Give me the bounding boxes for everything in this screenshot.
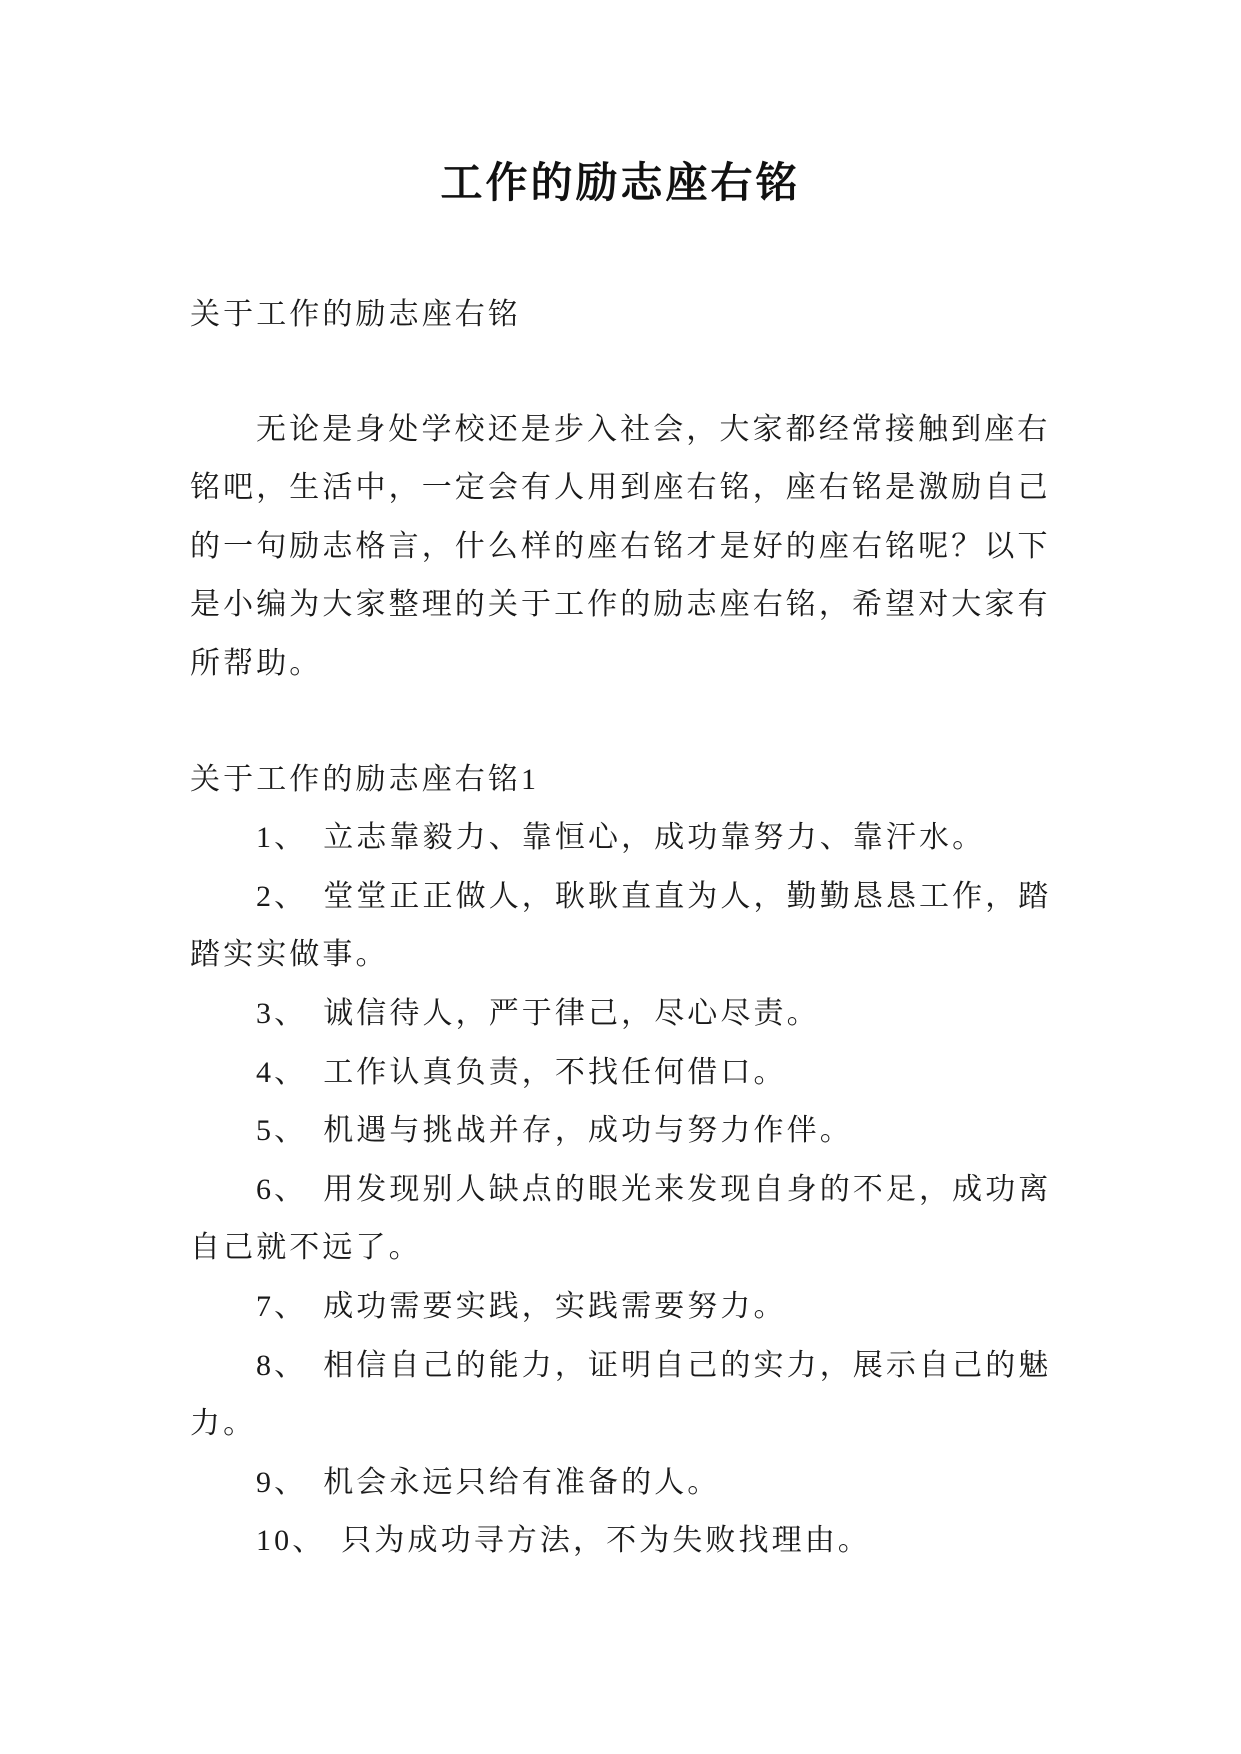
motto-number: 10、 xyxy=(256,1524,326,1558)
motto-text-continued: 自己就不远了。 xyxy=(190,1231,422,1265)
motto-number: 3、 xyxy=(256,996,308,1030)
intro-paragraph xyxy=(190,401,1070,694)
motto-list xyxy=(190,809,1070,1571)
motto-number: 8、 xyxy=(256,1348,308,1382)
motto-text: 工作认真负责，不找任何借口。 xyxy=(323,1055,787,1089)
document-body xyxy=(190,286,1070,1571)
intro-line: 铭吧，生活中，一定会有人用到座右铭，座右铭是激励自己 xyxy=(190,471,1051,505)
motto-text: 堂堂正正做人，耿耿直直为人，勤勤恳恳工作，踏 xyxy=(323,879,1052,913)
intro-line: 无论是身处学校还是步入社会，大家都经常接触到座右 xyxy=(256,412,1051,446)
motto-text: 机会永远只给有准备的人。 xyxy=(323,1465,721,1499)
motto-item xyxy=(190,1044,1070,1103)
motto-item xyxy=(190,1102,1070,1161)
motto-item xyxy=(190,1161,1070,1278)
motto-text: 机遇与挑战并存，成功与努力作伴。 xyxy=(323,1114,853,1148)
motto-item xyxy=(190,1512,1070,1571)
motto-number: 5、 xyxy=(256,1114,308,1148)
motto-item xyxy=(190,1337,1070,1454)
motto-number: 2、 xyxy=(256,879,308,913)
intro-heading: 关于工作的励志座右铭 xyxy=(190,298,521,331)
document-title: 工作的励志座右铭 xyxy=(440,161,801,207)
motto-text-continued: 力。 xyxy=(190,1407,257,1441)
motto-text: 只为成功寻方法，不为失败找理由。 xyxy=(341,1524,871,1558)
motto-number: 7、 xyxy=(256,1289,308,1323)
motto-item xyxy=(190,1278,1070,1337)
motto-item xyxy=(190,809,1070,868)
motto-text: 相信自己的能力，证明自己的实力，展示自己的魅 xyxy=(323,1348,1052,1382)
motto-item xyxy=(190,868,1070,985)
section-heading: 关于工作的励志座右铭1 xyxy=(190,762,540,796)
motto-text-continued: 踏实实做事。 xyxy=(190,938,389,972)
motto-text: 立志靠毅力、靠恒心，成功靠努力、靠汗水。 xyxy=(323,821,986,855)
motto-item xyxy=(190,985,1070,1044)
motto-text: 诚信待人，严于律己，尽心尽责。 xyxy=(323,996,820,1030)
motto-text: 用发现别人缺点的眼光来发现自身的不足，成功离 xyxy=(323,1172,1052,1206)
motto-text: 成功需要实践，实践需要努力。 xyxy=(323,1289,787,1323)
motto-item xyxy=(190,1454,1070,1513)
motto-number: 6、 xyxy=(256,1172,308,1206)
motto-number: 1、 xyxy=(256,821,308,855)
motto-number: 9、 xyxy=(256,1465,308,1499)
intro-line: 的一句励志格言，什么样的座右铭才是好的座右铭呢？以下 xyxy=(190,529,1051,563)
intro-line: 所帮助。 xyxy=(190,646,323,680)
motto-number: 4、 xyxy=(256,1055,308,1089)
intro-line: 是小编为大家整理的关于工作的励志座右铭，希望对大家有 xyxy=(190,588,1051,622)
